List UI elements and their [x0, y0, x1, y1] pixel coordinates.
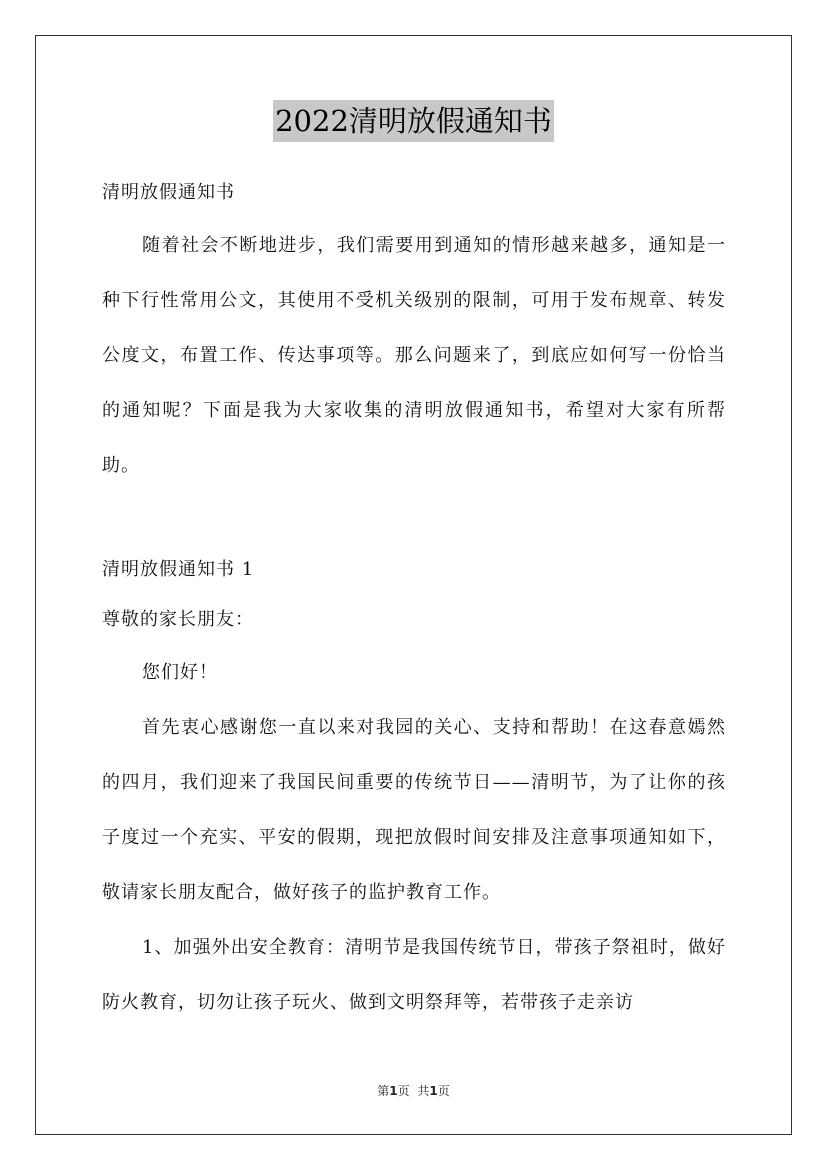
footer-total-suffix: 页	[437, 1084, 450, 1098]
footer-page-prefix: 第	[377, 1084, 390, 1098]
salutation: 尊敬的家长朋友：	[102, 609, 254, 630]
title-container	[0, 100, 827, 142]
page-footer	[0, 1082, 827, 1099]
body-paragraph-2: 1、加强外出安全教育：清明节是我国传统节日，带孩子祭祖时，做好防火教育，切勿让孩子玩火、做到文明祭拜等，若带孩子走亲访	[102, 937, 726, 1013]
footer-total-pages: 1	[429, 1084, 438, 1098]
section-title: 清明放假通知书 1	[102, 559, 255, 580]
section-gap	[102, 493, 726, 545]
intro-paragraph: 随着社会不断地进步，我们需要用到通知的情形越来越多，通知是一种下行性常用公文，其使用不受机关级别的限制，可用于发布规章、转发公度文，布置工作、传达事项等。那么问题来了，到底应如何写一份恰当的通知呢？下面是我为大家收集的清明放假通知书，希望对大家有所帮助。	[102, 235, 726, 476]
greeting: 您们好！	[142, 662, 218, 683]
footer-page-number: 1	[389, 1084, 398, 1098]
footer-total-prefix: 共	[417, 1084, 430, 1098]
document-body	[102, 168, 726, 1030]
footer-page-suffix: 页	[397, 1084, 410, 1098]
body-paragraph-1: 首先衷心感谢您一直以来对我园的关心、支持和帮助！在这春意嫣然的四月，我们迎来了我国民间重要的传统节日——清明节，为了让你的孩子度过一个充实、平安的假期，现把放假时间安排及注意事项通知如下，敬请家长朋友配合，做好孩子的监护教育工作。	[102, 717, 726, 903]
document-title: 2022清明放假通知书	[273, 100, 554, 142]
document-heading: 清明放假通知书	[102, 182, 235, 203]
